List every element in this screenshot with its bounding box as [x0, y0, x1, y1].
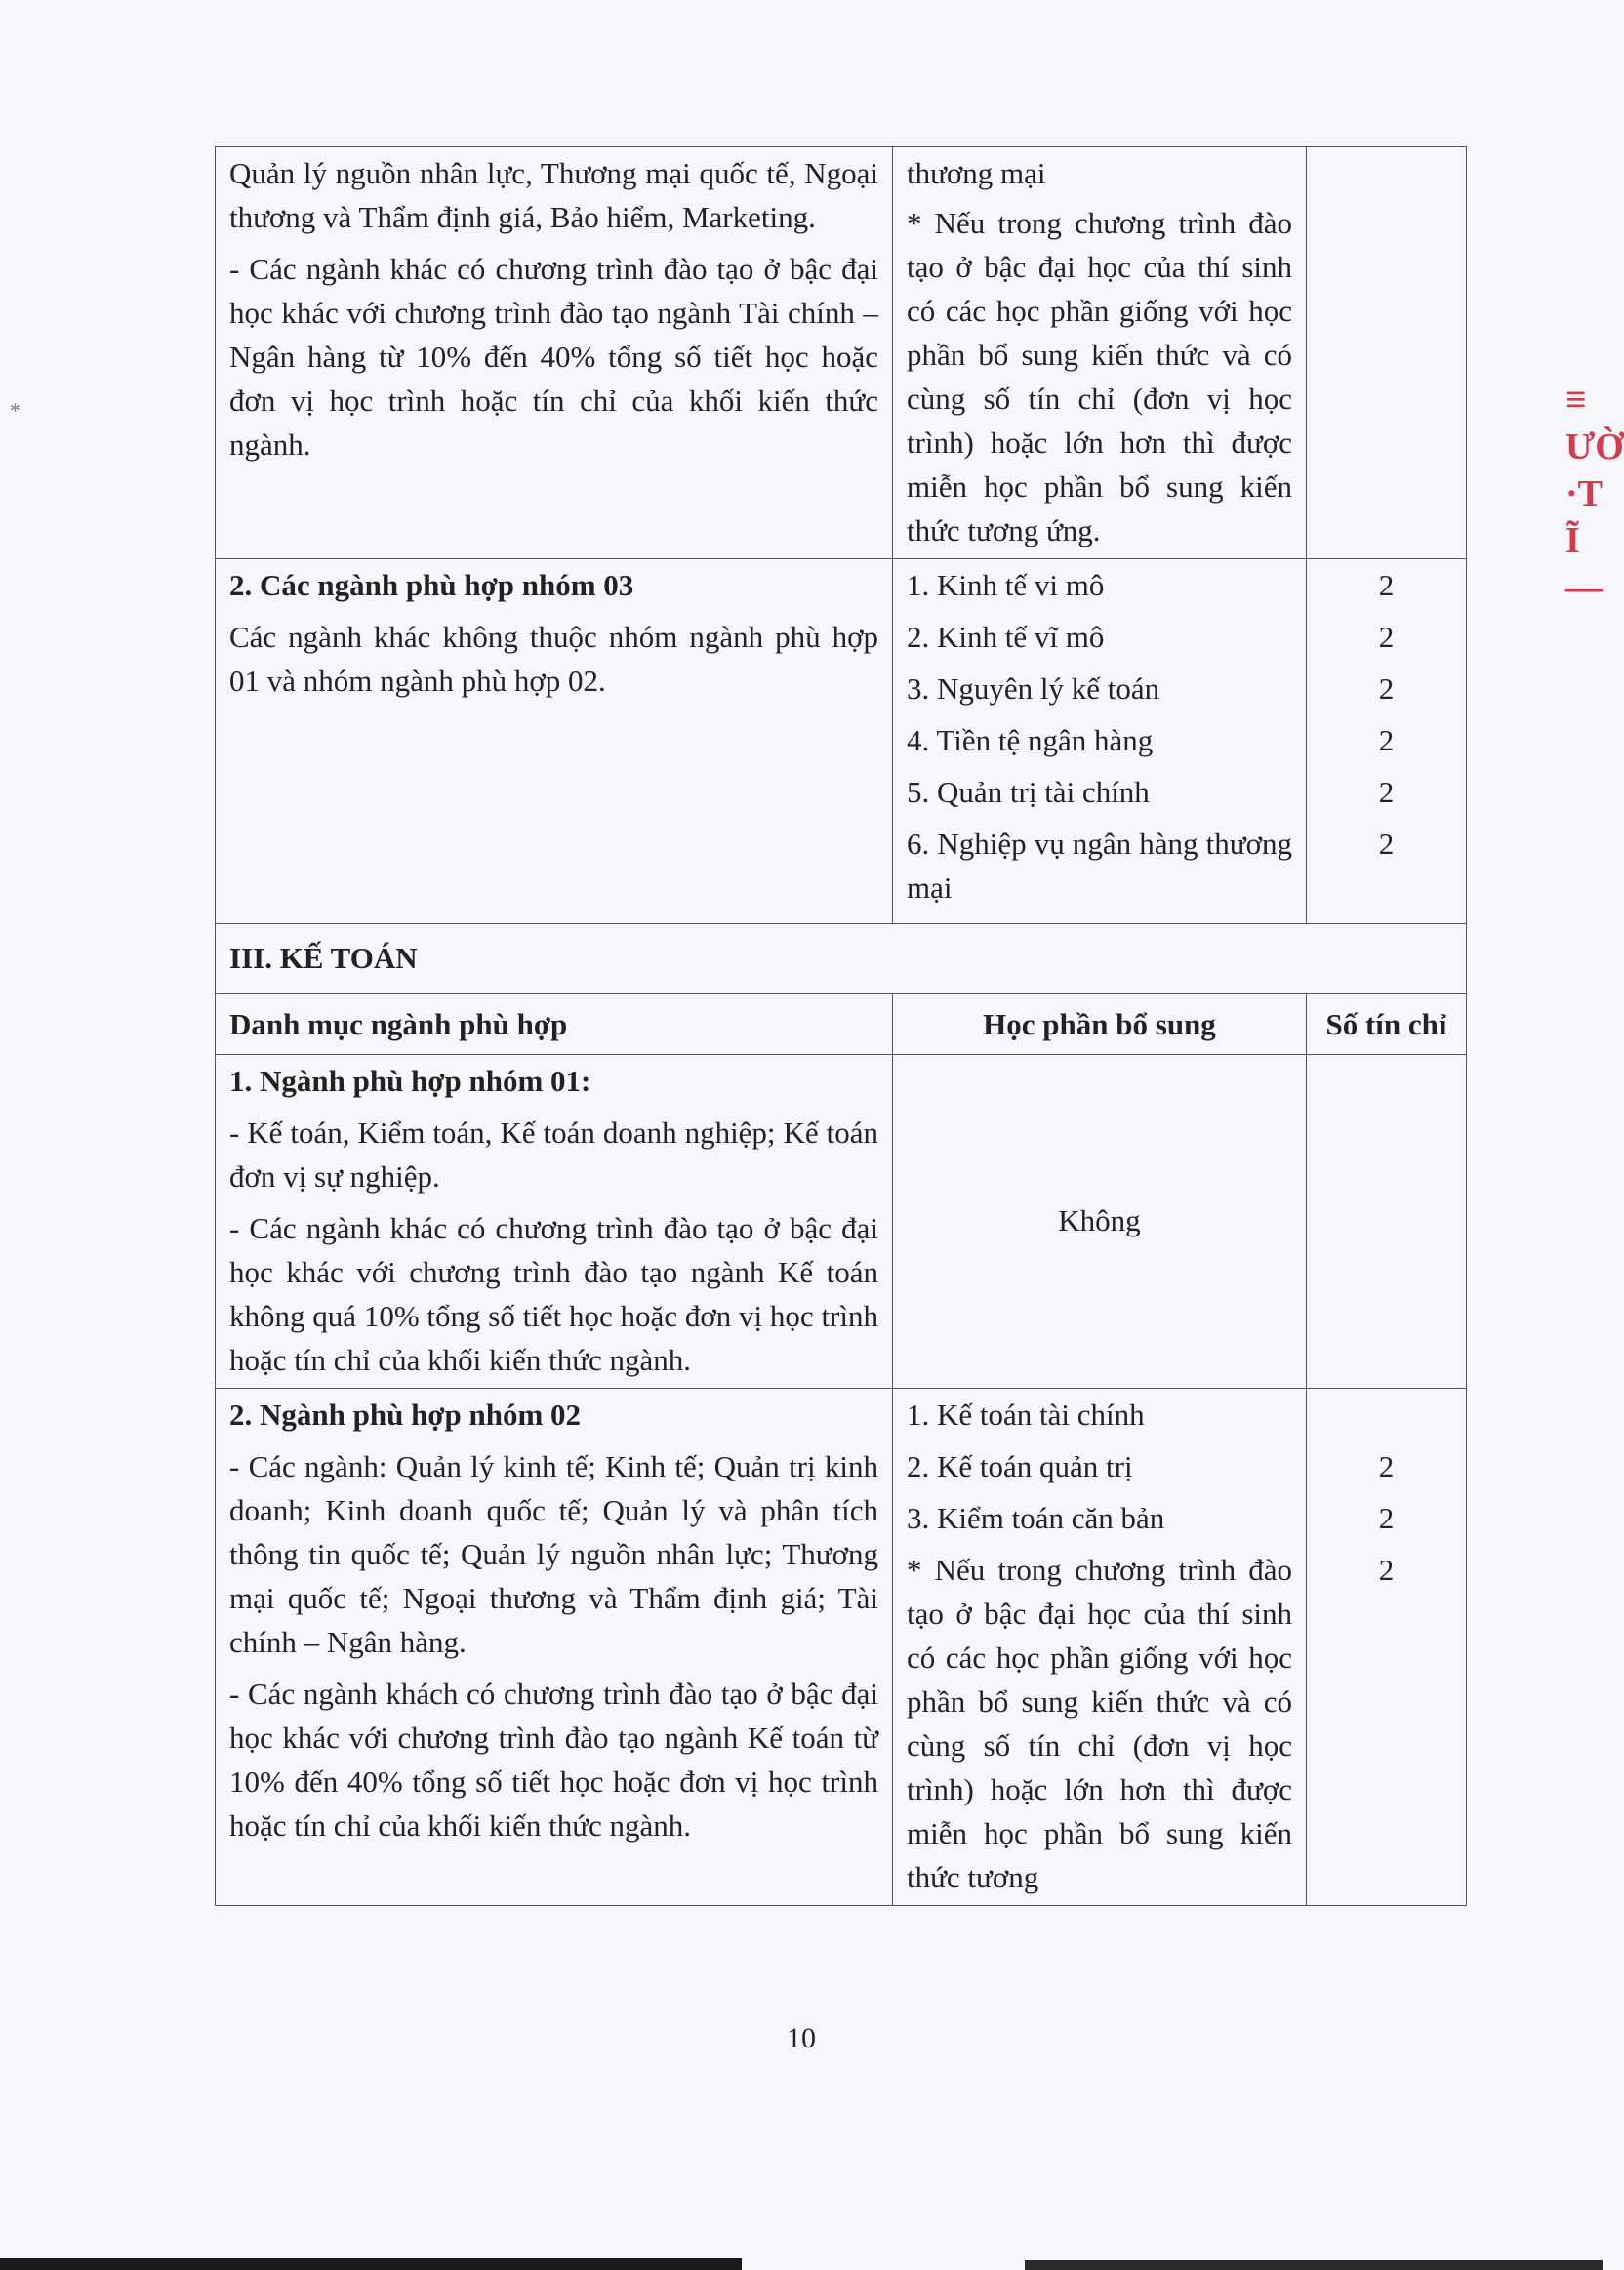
group-paragraph-1: - Các ngành: Quản lý kinh tế; Kinh tế; Quản trị kinh doanh; Kinh doanh quốc tế; Quản lý và phân tích thông tin quốc tế; Quản lý nguồn nhân lực; Thương mại quốc tế; Ngoại thương và Thẩm định giá; Tài chính – Ngân hàng. — [229, 1449, 878, 1659]
header-industries: Danh mục ngành phù hợp — [216, 994, 893, 1055]
course-item: 4. Tiền tệ ngân hàng — [907, 723, 1154, 757]
course-item: 1. Kế toán tài chính — [907, 1398, 1145, 1432]
table-row-accounting-group2 — [216, 1389, 1467, 1906]
table-row-accounting-group1 — [216, 1055, 1467, 1389]
credit-value: 2 — [1378, 827, 1395, 861]
credit-value: 2 — [1378, 568, 1395, 602]
stamp-text: — — [1565, 567, 1603, 608]
course-item: 2. Kinh tế vĩ mô — [907, 620, 1105, 654]
course-item: 6. Nghiệp vụ ngân hàng thương mại — [907, 827, 1292, 905]
stamp-text: ≡ — [1565, 380, 1587, 421]
industries-cell — [216, 1055, 893, 1389]
group-paragraph-2: - Các ngành khách có chương trình đào tạo ở bậc đại học khác với chương trình đào tạo ngành Kế toán từ 10% đến 40% tổng số tiết học hoặc đơn vị học trình hoặc tín chỉ của khối kiến thức ngành. — [229, 1677, 878, 1843]
page-number: 10 — [787, 2022, 816, 2054]
group-paragraph-2: - Các ngành khác có chương trình đào tạo ở bậc đại học khác với chương trình đào tạo ngành Kế toán không quá 10% tổng số tiết học hoặc đơn vị học trình hoặc tín chỉ của khối kiến thức ngành. — [229, 1211, 878, 1377]
industries-paragraph-2: - Các ngành khác có chương trình đào tạo ở bậc đại học khác với chương trình đào tạo ngành Tài chính – Ngân hàng từ 10% đến 40% tổng số tiết học hoặc đơn vị học trình hoặc tín chỉ của khối kiến thức ngành. — [229, 252, 878, 462]
course-item: 5. Quản trị tài chính — [907, 775, 1150, 809]
stamp-text: ·T — [1565, 473, 1604, 514]
industries-cell — [216, 147, 893, 559]
red-stamp-fragment — [1565, 377, 1624, 669]
credits-cell — [1307, 559, 1467, 924]
table-row-section-title — [216, 924, 1467, 994]
credit-value: 2 — [1378, 1501, 1395, 1535]
table-row-finance-group3 — [216, 559, 1467, 924]
course-item: 1. Kinh tế vi mô — [907, 568, 1105, 602]
course-continuation: thương mại — [907, 156, 1046, 190]
exemption-note: * Nếu trong chương trình đào tạo ở bậc đại học của thí sinh có các học phần giống với học phần bổ sung kiến thức và có cùng số tín chỉ (đơn vị học trình) hoặc lớn hơn thì được miễn học phần bổ sung kiến thức tương — [907, 1553, 1292, 1894]
exemption-note: * Nếu trong chương trình đào tạo ở bậc đại học của thí sinh có các học phần giống với học phần bổ sung kiến thức và có cùng số tín chỉ (đơn vị học trình) hoặc lớn hơn thì được miễn học phần bổ sung kiến thức tương ứng. — [907, 206, 1292, 547]
header-credits: Số tín chỉ — [1307, 994, 1467, 1055]
course-item: 3. Kiểm toán căn bản — [907, 1501, 1165, 1535]
group-title: 2. Ngành phù hợp nhóm 02 — [229, 1398, 582, 1432]
group-title: 1. Ngành phù hợp nhóm 01: — [229, 1064, 591, 1098]
industries-cell — [216, 559, 893, 924]
credit-value: 2 — [1378, 671, 1395, 706]
table-header-row — [216, 994, 1467, 1055]
table-row-finance-group2-cont — [216, 147, 1467, 559]
credits-cell — [1307, 1055, 1467, 1389]
margin-mark: * — [10, 398, 20, 423]
stamp-text: ƯỜ — [1565, 426, 1624, 467]
course-item: 2. Kế toán quản trị — [907, 1449, 1133, 1483]
courses-cell — [893, 559, 1307, 924]
courses-cell — [893, 1389, 1307, 1906]
credit-value: 2 — [1378, 1553, 1395, 1587]
scan-edge-bar — [1025, 2260, 1603, 2270]
scan-edge-bar — [0, 2258, 742, 2270]
course-item: 3. Nguyên lý kế toán — [907, 671, 1160, 706]
header-courses: Học phần bổ sung — [893, 994, 1307, 1055]
industries-paragraph-1: Quản lý nguồn nhân lực, Thương mại quốc tế, Ngoại thương và Thẩm định giá, Bảo hiểm, Marketing. — [229, 156, 878, 234]
courses-cell — [893, 147, 1307, 559]
credits-cell — [1307, 147, 1467, 559]
credit-value: 2 — [1378, 775, 1395, 809]
courses-cell: Không — [893, 1055, 1307, 1389]
credit-value: 2 — [1378, 723, 1395, 757]
group-title: 2. Các ngành phù hợp nhóm 03 — [229, 568, 634, 602]
curriculum-table — [215, 146, 1467, 1906]
credits-cell — [1307, 1389, 1467, 1906]
section-title: III. KẾ TOÁN — [216, 924, 1467, 994]
group-paragraph-1: - Kế toán, Kiểm toán, Kế toán doanh nghiệp; Kế toán đơn vị sự nghiệp. — [229, 1115, 878, 1194]
industries-cell — [216, 1389, 893, 1906]
credit-value: 2 — [1378, 1449, 1395, 1483]
group-description: Các ngành khác không thuộc nhóm ngành phù hợp 01 và nhóm ngành phù hợp 02. — [229, 620, 878, 698]
credit-value: 2 — [1378, 620, 1395, 654]
stamp-text: Ĩ — [1565, 520, 1580, 561]
